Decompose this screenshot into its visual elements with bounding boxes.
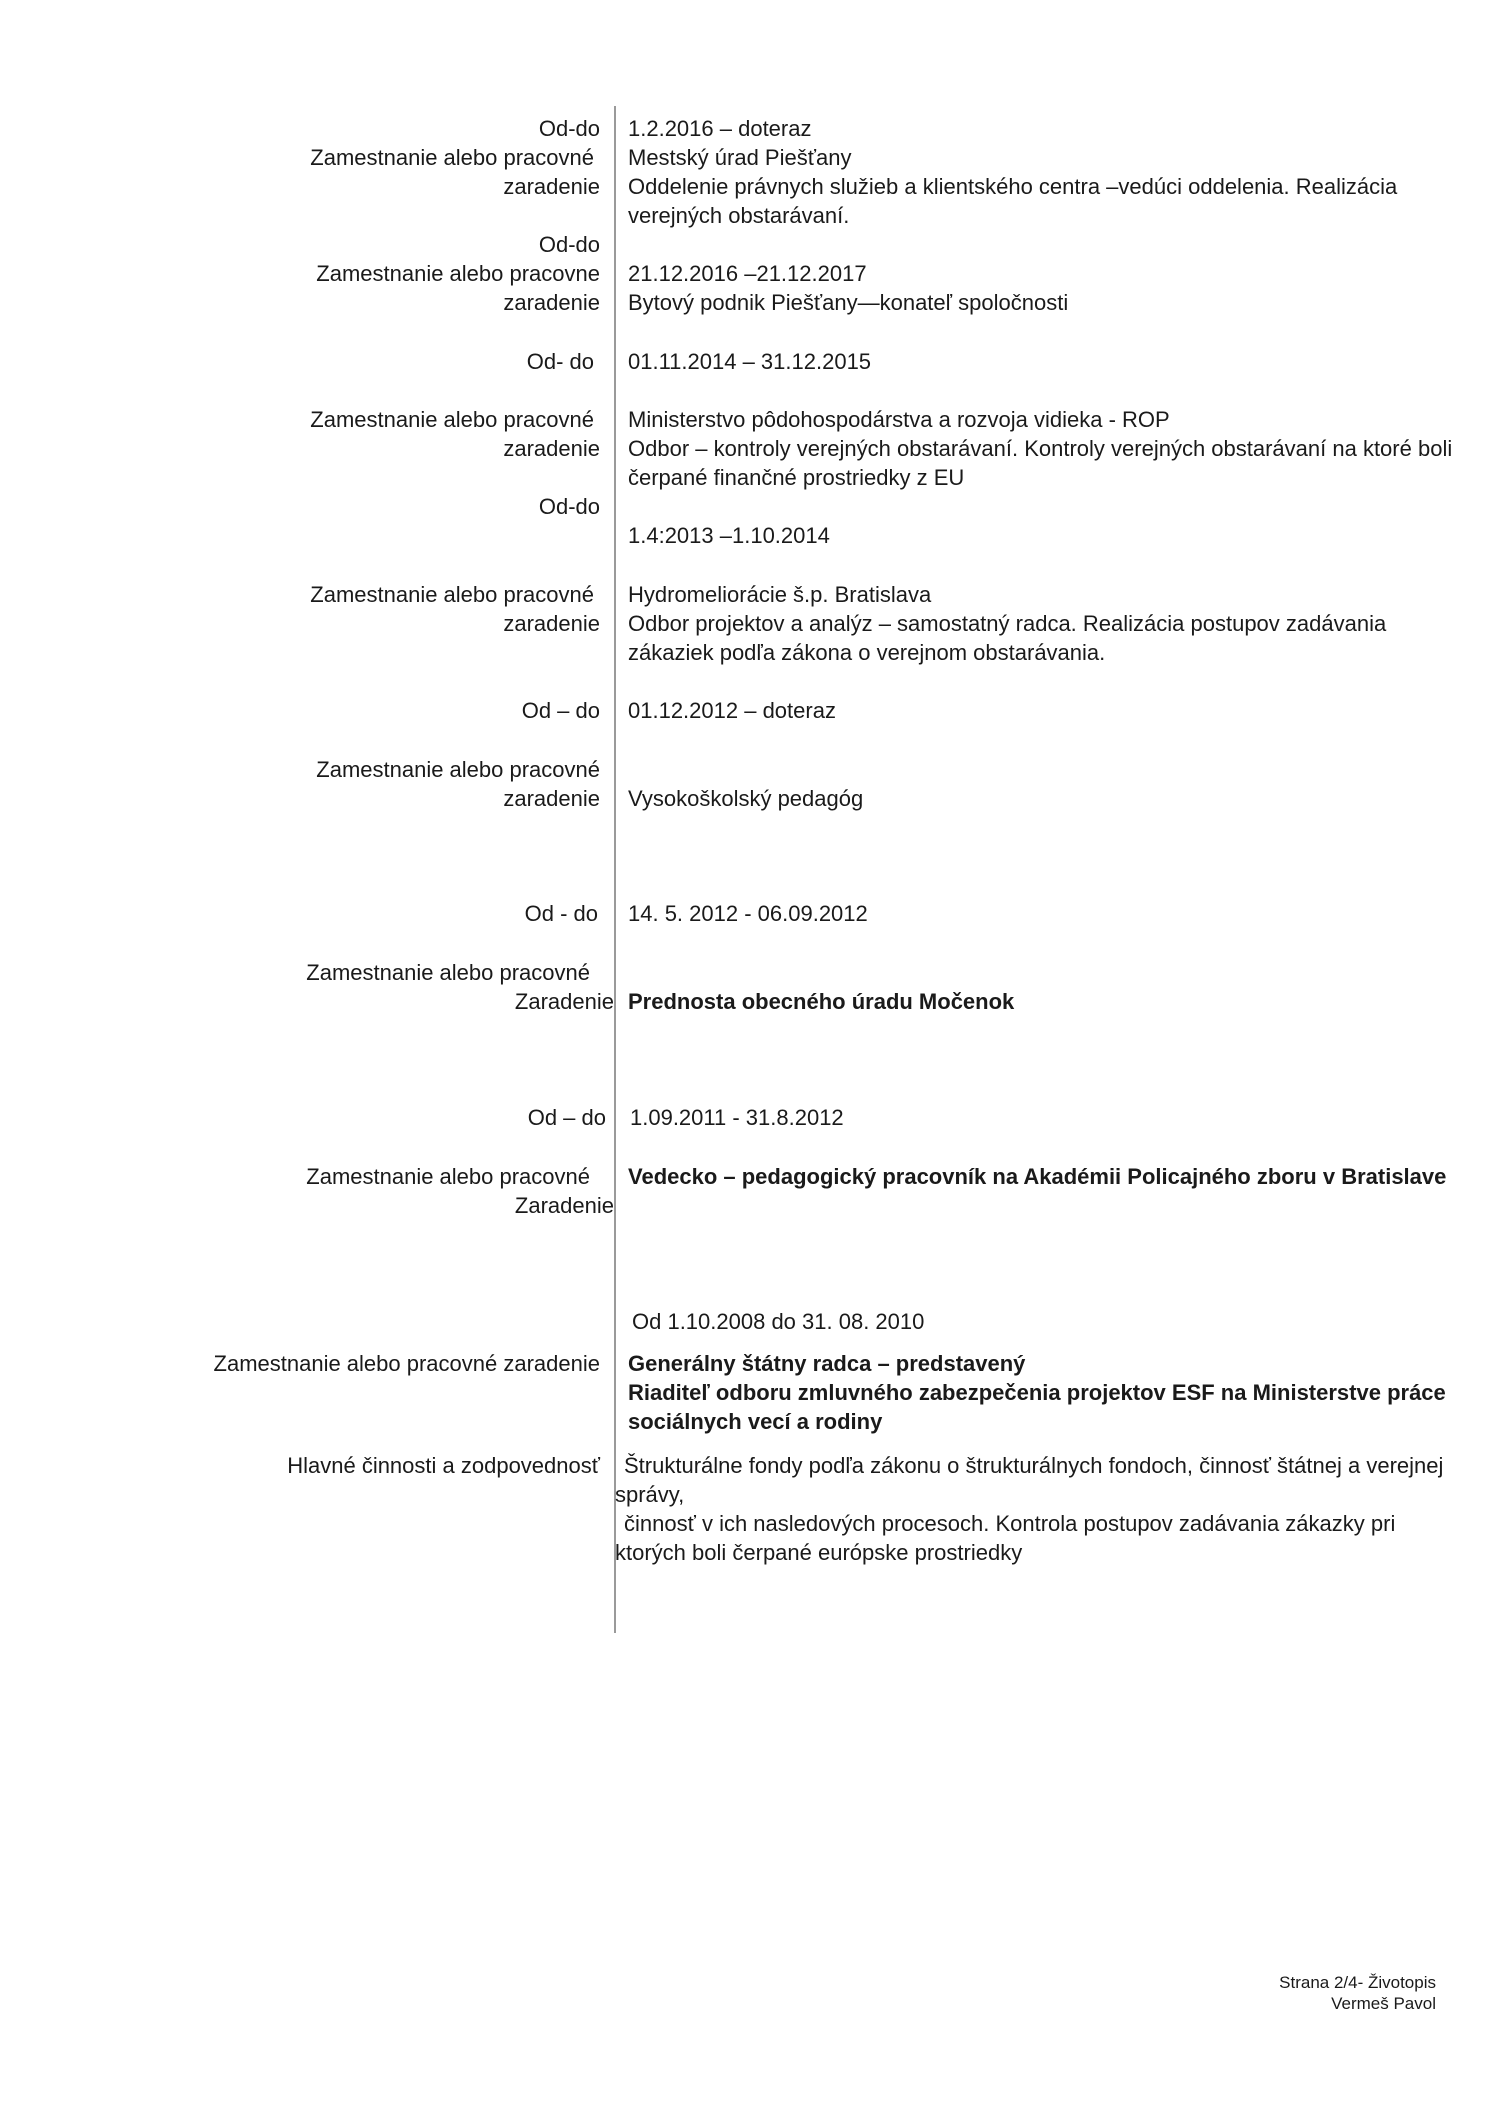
period-value: Od 1.10.2008 do 31. 08. 2010 — [632, 1309, 925, 1334]
job-label: Zamestnanie alebo pracovné — [306, 1164, 590, 1189]
job-label: Zamestnanie alebo pracovné — [310, 145, 594, 170]
employer-value: Mestský úrad Piešťany — [628, 145, 852, 170]
position-value: Odbor projektov a analýz – samostatný radca. Realizácia postupov zadávania — [628, 611, 1387, 636]
position-value-cont: sociálnych vecí a rodiny — [628, 1409, 883, 1434]
job-label-cont: zaradenie — [503, 786, 600, 811]
duties-value: Štrukturálne fondy podľa zákonu o štrukturálnych fondoch, činnosť štátnej a verejnej — [624, 1453, 1444, 1478]
period-value: 1.4:2013 –1.10.2014 — [628, 523, 830, 548]
period-value: 1.09.2011 - 31.8.2012 — [630, 1105, 844, 1130]
duties-value-cont: ktorých boli čerpané európske prostriedky — [615, 1540, 1023, 1565]
employer-value: Ministerstvo pôdohospodárstva a rozvoja vidieka - ROP — [628, 407, 1170, 432]
employer-value: Hydromeliorácie š.p. Bratislava — [628, 582, 932, 607]
job-label-cont: Zaradenie — [514, 1193, 614, 1218]
position-value: Generálny štátny radca – predstavený — [628, 1351, 1026, 1376]
job-label-cont: zaradenie — [503, 611, 600, 636]
position-value-cont: čerpané finančné prostriedky z EU — [628, 465, 965, 490]
footer-author: Vermeš Pavol — [1331, 1994, 1436, 2013]
job-label: Zamestnanie alebo pracovné — [310, 582, 594, 607]
job-label-cont: zaradenie — [503, 436, 600, 461]
job-label: Zamestnanie alebo pracovné — [306, 960, 590, 985]
period-value: 1.2.2016 – doteraz — [628, 116, 812, 141]
odo-label: Od-do — [538, 232, 600, 257]
column-divider — [614, 106, 616, 1633]
odo-label: Od-do — [538, 116, 600, 141]
employer-value: Bytový podnik Piešťany—konateľ spoločnosti — [628, 290, 1069, 315]
job-label: Zamestnanie alebo pracovné — [316, 757, 600, 782]
position-value: Vedecko – pedagogický pracovník na Akadémii Policajného zboru v Bratislave — [628, 1164, 1447, 1189]
duties-value-cont: správy, — [615, 1482, 685, 1507]
job-label-cont: zaradenie — [503, 290, 600, 315]
footer-page-info: Strana 2/4- Životopis — [1279, 1973, 1436, 1992]
period-value: 21.12.2016 –21.12.2017 — [628, 261, 867, 286]
page-footer — [1279, 1972, 1436, 2014]
job-label: Zamestnanie alebo pracovné zaradenie — [213, 1351, 600, 1376]
odo-label: Od - do — [524, 901, 598, 926]
odo-label: Od – do — [527, 1105, 606, 1130]
period-value: 14. 5. 2012 - 06.09.2012 — [628, 901, 868, 926]
odo-label: Od – do — [521, 698, 600, 723]
position-value-cont: zákaziek podľa zákona o verejnom obstarávania. — [628, 640, 1106, 665]
job-label-cont: zaradenie — [503, 174, 600, 199]
position-value: Prednosta obecného úradu Močenok — [628, 989, 1015, 1014]
period-value: 01.11.2014 – 31.12.2015 — [628, 349, 872, 374]
duties-value-cont: činnosť v ich nasledových procesoch. Kontrola postupov zadávania zákazky pri — [624, 1511, 1396, 1536]
job-label: Zamestnanie alebo pracovné — [310, 407, 594, 432]
position-value: Vysokoškolský pedagóg — [628, 786, 864, 811]
duties-label: Hlavné činnosti a zodpovednosť — [287, 1453, 600, 1478]
odo-label: Od- do — [526, 349, 594, 374]
job-label: Zamestnanie alebo pracovne — [316, 261, 600, 286]
position-value-cont: Riaditeľ odboru zmluvného zabezpečenia projektov ESF na Ministerstve práce — [628, 1380, 1446, 1405]
job-label-cont: Zaradenie — [514, 989, 614, 1014]
period-value: 01.12.2012 – doteraz — [628, 698, 836, 723]
odo-label: Od-do — [538, 494, 600, 519]
position-value: Oddelenie právnych služieb a klientského centra –vedúci oddelenia. Realizácia — [628, 174, 1398, 199]
position-value-cont: verejných obstarávaní. — [628, 203, 850, 228]
position-value: Odbor – kontroly verejných obstarávaní. Kontroly verejných obstarávaní na ktoré boli — [628, 436, 1453, 461]
